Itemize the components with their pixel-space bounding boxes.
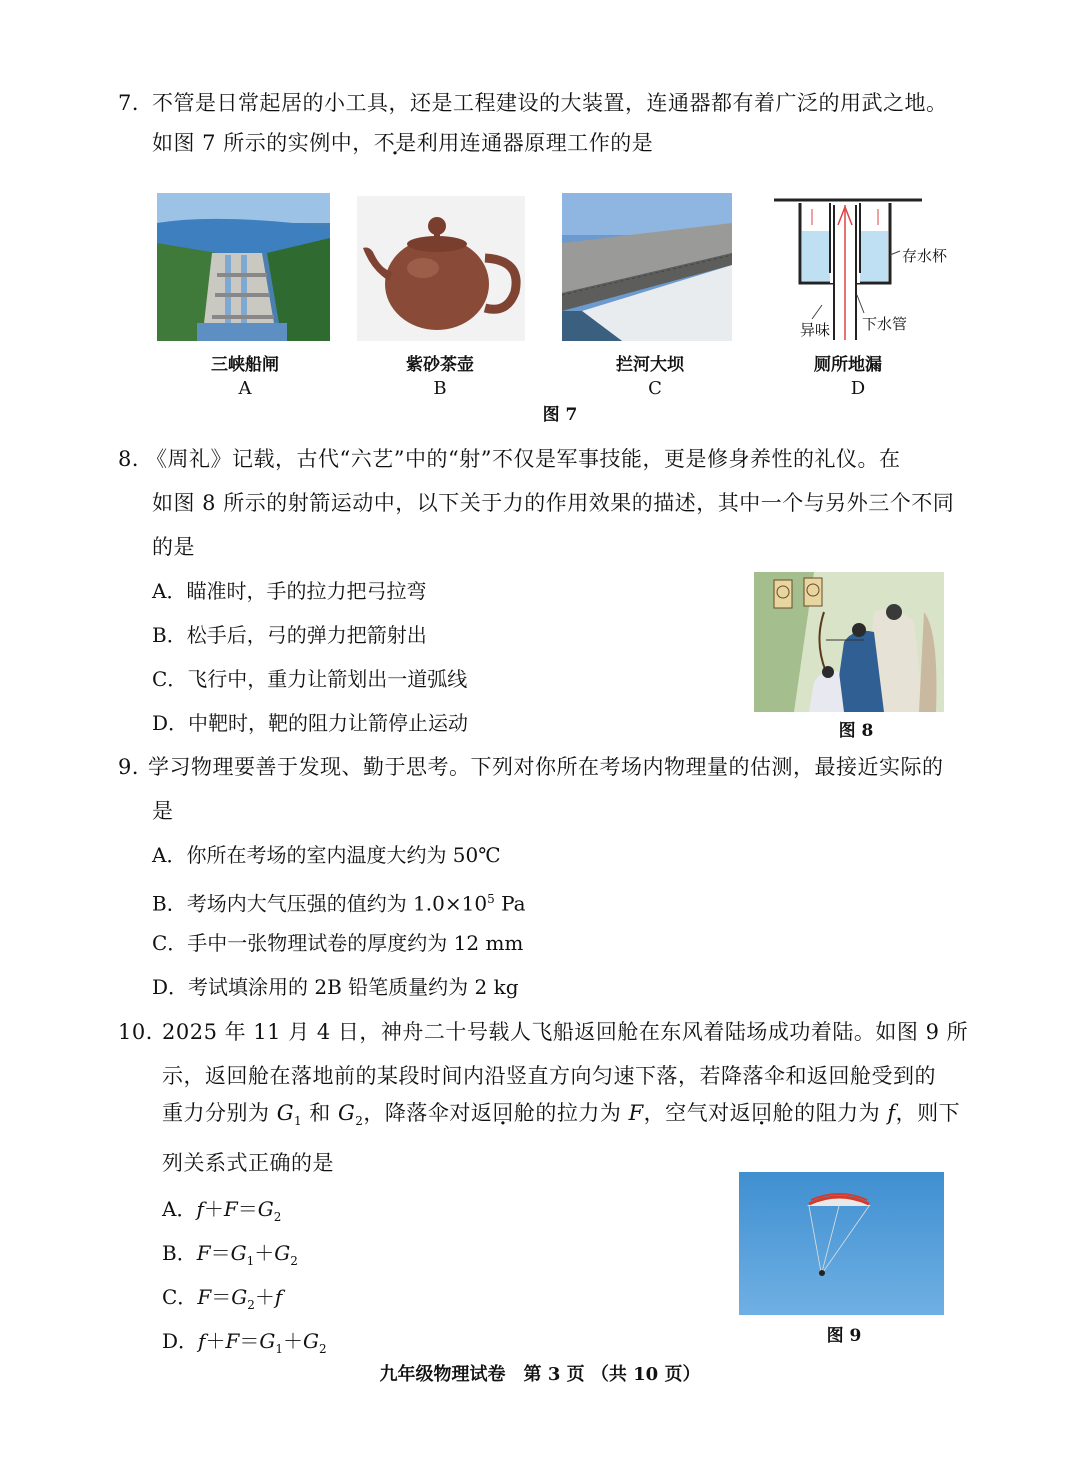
letter-c: C: [648, 378, 662, 399]
math-token: f: [198, 1329, 206, 1353]
math-token: ＋: [254, 1285, 275, 1309]
label-pipe: 下水管: [862, 315, 908, 333]
math-token: G: [257, 1197, 274, 1221]
q10-stem-line2: 示，返回舱在落地前的某段时间内沿竖直方向匀速下落，若降落伞和返回舱受到的: [162, 1064, 936, 1088]
math-token: F: [196, 1241, 211, 1265]
q9-option-a: A．你所在考场的室内温度大约为 50℃: [152, 843, 501, 867]
letter-d: D: [850, 378, 866, 399]
math-token: ＝: [237, 1197, 258, 1221]
q10-option-d: D．$f+F=G_1+G_2$: [162, 1329, 327, 1356]
archery-illustration: [754, 572, 944, 712]
math-subscript: 2: [247, 1298, 255, 1312]
q10-emphasis-2: 返回舱: [729, 1101, 795, 1125]
caption-c: 拦河大坝: [616, 355, 684, 375]
q7-number: 7．: [118, 91, 154, 115]
q8-stem-line3: 的是: [152, 535, 195, 559]
math-token: ＝: [210, 1241, 231, 1265]
ship-lock-photo: [157, 193, 330, 341]
capsule-parachute-photo: [739, 1172, 944, 1315]
q10-option-c: C．$F=G_2+f$: [162, 1285, 283, 1312]
math-token: ＋: [254, 1241, 275, 1265]
math-token: ＝: [239, 1329, 260, 1353]
q10-stem-line3: 重力分别为 $G_1$ 和 $G_2$，降落伞对返回舱的拉力为 F，空气对返回舱的阻力为 f，则下: [162, 1101, 961, 1129]
math-token: G: [231, 1285, 248, 1309]
math-token: ＋: [282, 1329, 303, 1353]
math-token: G: [259, 1329, 276, 1353]
math-token: f: [274, 1285, 283, 1309]
math-token: f: [196, 1197, 204, 1221]
math-token: G: [274, 1241, 291, 1265]
math-subscript: 1: [275, 1342, 283, 1356]
q10-option-b: B．$F=G_1+G_2$: [162, 1241, 298, 1268]
q7-stem-line2: 如图 7 所示的实例中，不是利用连通器原理工作的是: [152, 131, 654, 155]
q10-emphasis-1: 返回舱: [470, 1101, 536, 1125]
math-subscript: 2: [290, 1254, 298, 1268]
caption-a: 三峡船闸: [211, 355, 279, 375]
math-subscript: 1: [246, 1254, 255, 1268]
math-subscript: 2: [318, 1342, 327, 1356]
caption-b: 紫砂茶壶: [406, 355, 474, 375]
q8-stem-line1: 《周礼》记载，古代“六艺”中的“射”不仅是军事技能，更是修身养性的礼仪。在: [146, 447, 901, 471]
math-token: ＝: [211, 1285, 232, 1309]
figure-8-label: 图 8: [838, 721, 874, 741]
math-token: ＋: [203, 1197, 224, 1221]
figure-7-label: 图 7: [542, 405, 578, 425]
dam-photo: [562, 193, 732, 341]
floor-drain-diagram: [772, 195, 952, 340]
label-odor: 异味: [800, 321, 831, 339]
q10-number: 10．: [118, 1020, 168, 1044]
math-subscript: 2: [273, 1210, 282, 1224]
q8-option-c: C．飞行中，重力让箭划出一道弧线: [152, 667, 468, 691]
q8-number: 8．: [118, 447, 154, 471]
q9-stem-line2: 是: [152, 799, 174, 823]
letter-b: B: [433, 378, 447, 399]
figure-9-label: 图 9: [826, 1326, 862, 1346]
teapot-photo: [357, 196, 525, 341]
q10-stem-line1: 2025 年 11 月 4 日，神舟二十号载人飞船返回舱在东风着陆场成功着陆。如图 9 所: [162, 1020, 969, 1044]
q10-option-a: A．$f+F=G_2$: [162, 1197, 282, 1224]
letter-a: A: [238, 378, 252, 399]
q7-stem-line1: 不管是日常起居的小工具，还是工程建设的大装置，连通器都有着广泛的用武之地。: [152, 91, 948, 115]
math-token: G: [302, 1329, 319, 1353]
q9-option-b: B．考场内大气压强的值约为 $1.0\times 10^5$ Pa: [152, 891, 526, 916]
page-footer: 九年级物理试卷 第 3 页 （共 10 页）: [379, 1364, 701, 1385]
label-cup: 存水杯: [902, 247, 948, 265]
q8-stem-line2: 如图 8 所示的射箭运动中，以下关于力的作用效果的描述，其中一个与另外三个不同: [152, 491, 955, 515]
math-token: F: [223, 1197, 238, 1221]
math-token: G: [230, 1241, 247, 1265]
math-token: F: [225, 1329, 240, 1353]
q8-option-a: A．瞄准时，手的拉力把弓拉弯: [152, 579, 427, 603]
q10-stem-line4: 列关系式正确的是: [162, 1151, 334, 1175]
q8-option-b: B．松手后，弓的弹力把箭射出: [152, 623, 427, 647]
math-token: F: [197, 1285, 212, 1309]
caption-d: 厕所地漏: [814, 355, 882, 375]
math-token: ＋: [205, 1329, 226, 1353]
q9-number: 9．: [118, 755, 154, 779]
q9-stem-line1: 学习物理要善于发现、勤于思考。下列对你所在考场内物理量的估测，最接近实际的: [148, 755, 944, 779]
q8-option-d: D．中靶时，靶的阻力让箭停止运动: [152, 711, 469, 735]
q7-emphasis-not: 不是: [373, 131, 417, 155]
q9-option-c: C．手中一张物理试卷的厚度约为 12 mm: [152, 931, 524, 955]
q9-option-d: D．考试填涂用的 2B 铅笔质量约为 2 kg: [152, 975, 519, 999]
